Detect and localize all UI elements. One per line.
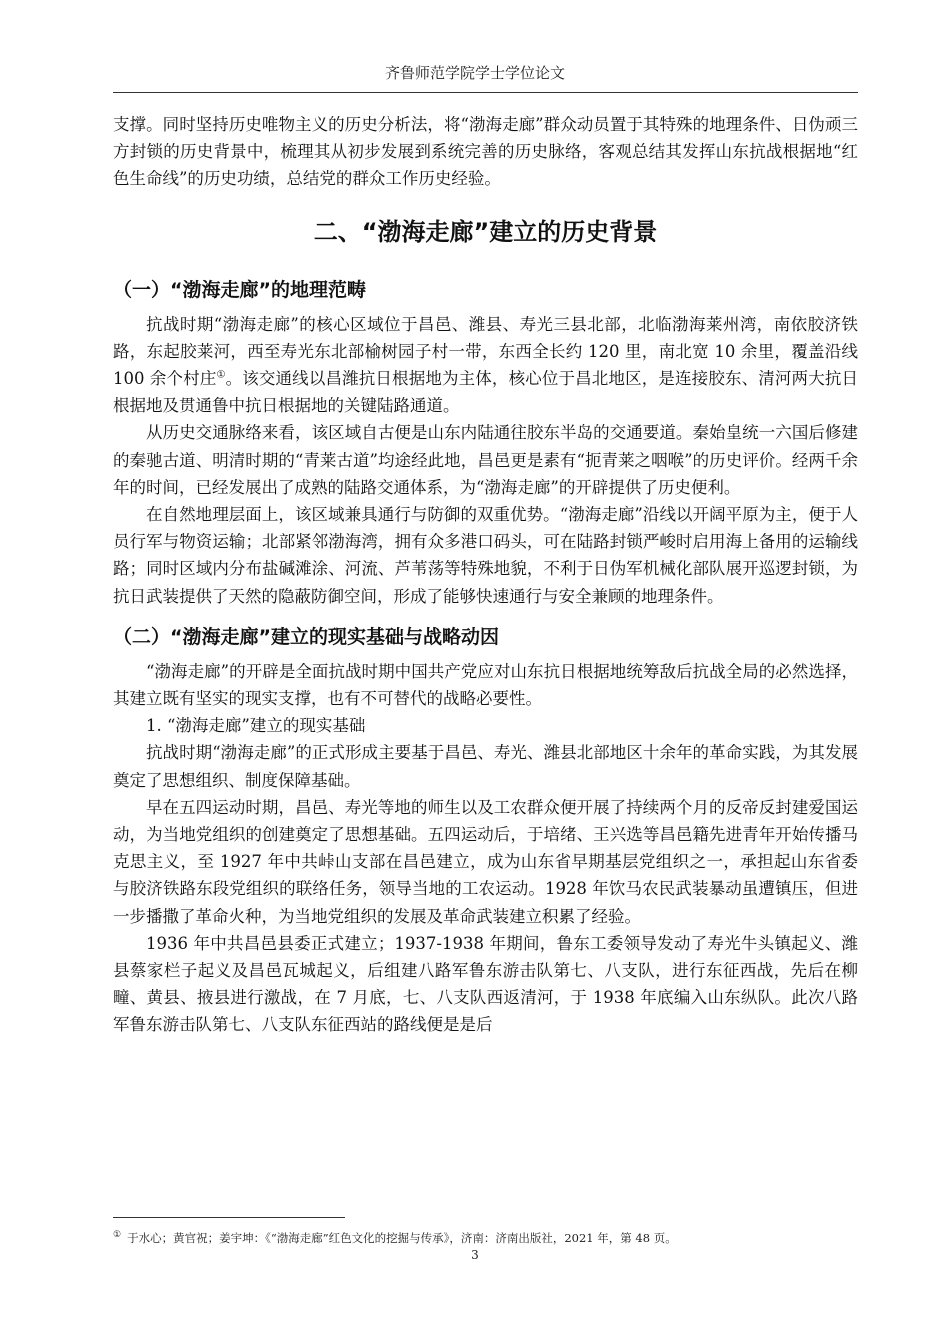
intro-paragraph: 支撑。同时坚持历史唯物主义的历史分析法，将“渤海走廊”群众动员置于其特殊的地理条件、日伪顽三方封锁的历史背景中，梳理其从初步发展到系统完善的历史脉络，客观总结其发挥山东抗战根据地“红色生命线”的历史功绩，总结党的群众工作历史经验。 (113, 115, 858, 189)
footnote-rule (113, 1217, 345, 1218)
paragraph-geography-1 (113, 311, 858, 420)
paragraph-text: 抗战时期“渤海走廊”的核心区域位于昌邑、潍县、寿光三县北部，北临渤海莱州湾，南依胶济铁路，东起胶莱河，西至寿光东北部榆树园子村一带，东西全长约 120 里，南北宽 10 余里，覆盖沿线 100 余个村庄 (113, 314, 858, 389)
list-item-title: 1. “渤海走廊”建立的现实基础 (146, 716, 366, 736)
footnote-reference[interactable]: ① (216, 369, 226, 381)
footnote-text: 于水心；黄官祝；姜宇坤：《“渤海走廊”红色文化的挖掘与传承》，济南：济南出版社，2021 年，第 48 页。 (127, 1230, 677, 1245)
paragraph-basis-3: 早在五四运动时期，昌邑、寿光等地的师生以及工农群众便开展了持续两个月的反帝反封建爱国运动，为当地党组织的创建奠定了思想基础。五四运动后，于培绪、王兴选等昌邑籍先进青年开始传播马克思主义，至 1927 年中共峠山支部在昌邑建立，成为山东省早期基层党组织之一，承担起山东省委与胶济铁路东段党组织的联络任务，领导当地的工农运动。1928 年饮马农民武装暴动虽遭镇压，但进一步播撒了革命火种，为当地党组织的发展及革命武装建立积累了经验。 (113, 797, 858, 926)
subsection-title-2: （二）“渤海走廊”建立的现实基础与战略动因 (113, 625, 499, 648)
subsection-title-1: （一）“渤海走廊”的地理范畴 (113, 278, 366, 301)
paragraph-geography-3: 在自然地理层面上，该区域兼具通行与防御的双重优势。“渤海走廊”沿线以开阔平原为主，便于人员行军与物资运输；北部紧邻渤海湾，拥有众多港口码头，可在陆路封锁严峻时启用海上备用的运输线路；同时区域内分布盐碱滩涂、河流、芦苇荡等特殊地貌，不利于日伪军机械化部队展开巡逻封锁，为抗日武装提供了天然的隐蔽防御空间，形成了能够快速通行与安全兼顾的地理条件。 (113, 505, 858, 606)
paragraph-basis-1: “渤海走廊”的开辟是全面抗战时期中国共产党应对山东抗日根据地统筹敌后抗战全局的必然选择，其建立既有坚实的现实支撑，也有不可替代的战略必要性。 (113, 661, 858, 709)
paragraph-basis-4: 1936 年中共昌邑县委正式建立；1937-1938 年期间，鲁东工委领导发动了寿光牛头镇起义、潍县蔡家栏子起义及昌邑瓦城起义，后组建八路军鲁东游击队第七、八支队，进行东征西战，先后在柳疃、黄县、掖县进行激战，在 7 月底，七、八支队西返清河，于 1938 年底编入山东纵队。此次八路军鲁东游击队第七、八支队东征西站的路线便是是后 (113, 933, 858, 1035)
paragraph-text: 。该交通线以昌潍抗日根据地为主体，核心位于昌北地区，是连接胶东、清河两大抗日根据地及贯通鲁中抗日根据地的关键陆路通道。 (113, 369, 858, 416)
header-rule (113, 92, 858, 93)
footnote (113, 1226, 858, 1247)
paragraph-basis-2: 抗战时期“渤海走廊”的正式形成主要基于昌邑、寿光、潍县北部地区十余年的革命实践，为其发展奠定了思想组织、制度保障基础。 (113, 743, 858, 790)
page-number: 3 (471, 1248, 479, 1262)
section-title: 二、“渤海走廊”建立的历史背景 (313, 217, 658, 246)
paragraph-geography-2: 从历史交通脉络来看，该区域自古便是山东内陆通往胶东半岛的交通要道。秦始皇统一六国后修建的秦驰古道、明清时期的“青莱古道”均途经此地，昌邑更是素有“扼青莱之咽喉”的历史评价。经两千余年的时间，已经发展出了成熟的陆路交通体系，为“渤海走廊”的开辟提供了历史便利。 (113, 423, 858, 497)
body-content (113, 111, 858, 1039)
footnote-mark: ① (113, 1230, 122, 1240)
running-header: 齐鲁师范学院学士学位论文 (384, 64, 565, 82)
